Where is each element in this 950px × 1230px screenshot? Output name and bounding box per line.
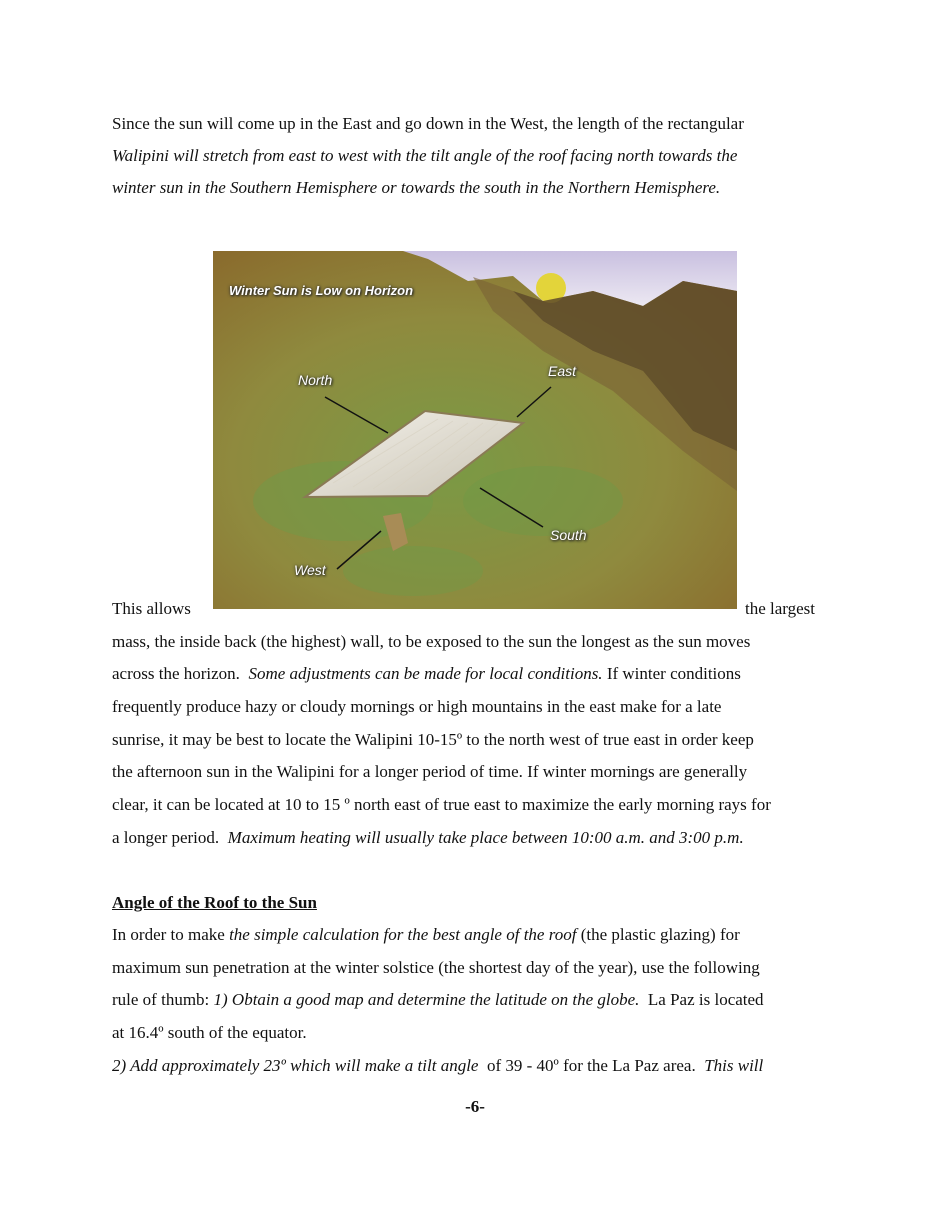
text-run: of 39 - 40º for the La Paz area. bbox=[486, 1056, 696, 1075]
text-line bbox=[112, 178, 720, 198]
text-line: This allows bbox=[112, 599, 191, 618]
text-run: La Paz is located bbox=[647, 990, 764, 1009]
text-line: Since the sun will come up in the East and go down in the West, the length of the rectangular bbox=[112, 114, 744, 133]
text-line: mass, the inside back (the highest) wall, to be exposed to the sun the longest as the sun moves bbox=[112, 632, 751, 651]
text-italic: the simple calculation for the best angle of the roof bbox=[229, 925, 577, 944]
text-line: sunrise, it may be best to locate the Walipini 10-15º to the north west of true east in order keep bbox=[112, 730, 754, 749]
figure-title: Winter Sun is Low on Horizon bbox=[229, 283, 414, 298]
north-label: North bbox=[298, 372, 333, 388]
text-line: clear, it can be located at 10 to 15 º north east of true east to maximize the early morning rays for bbox=[112, 795, 771, 814]
text-line bbox=[112, 664, 741, 684]
text-italic: Maximum heating will usually take place between 10:00 a.m. and 3:00 p.m. bbox=[227, 828, 744, 847]
text-run: If winter conditions bbox=[606, 664, 741, 683]
figure-illustration bbox=[213, 251, 737, 609]
text-run: (the plastic glazing) for bbox=[580, 925, 740, 944]
section-heading: Angle of the Roof to the Sun bbox=[112, 893, 317, 912]
text-run: a longer period. bbox=[112, 828, 220, 847]
south-label: South bbox=[550, 527, 587, 543]
text-italic: 2) Add approximately 23º which will make a tilt angle bbox=[112, 1056, 479, 1075]
text-line bbox=[112, 828, 744, 848]
east-label: East bbox=[548, 363, 577, 379]
walipini-orientation-figure bbox=[213, 251, 737, 609]
text-run: rule of thumb: bbox=[112, 990, 210, 1009]
page-number: -6- bbox=[465, 1097, 485, 1116]
text-italic: winter sun in the Southern Hemisphere or towards the south in the Northern Hemisphere. bbox=[112, 178, 721, 197]
text-run: across the horizon. bbox=[112, 664, 240, 683]
text-line: the afternoon sun in the Walipini for a longer period of time. If winter mornings are generally bbox=[112, 762, 748, 781]
text-italic: Some adjustments can be made for local conditions. bbox=[248, 664, 603, 683]
text-line: maximum sun penetration at the winter solstice (the shortest day of the year), use the following bbox=[112, 958, 760, 977]
text-italic: Walipini will stretch from east to west with the tilt angle of the roof facing north towards the bbox=[112, 146, 738, 165]
text-line bbox=[112, 990, 764, 1010]
text-run: In order to make bbox=[112, 925, 225, 944]
text-italic: 1) Obtain a good map and determine the latitude on the globe. bbox=[213, 990, 640, 1009]
text-italic: This will bbox=[704, 1056, 764, 1075]
west-label: West bbox=[294, 562, 326, 578]
text-line bbox=[112, 1056, 763, 1076]
text-line: the largest bbox=[745, 599, 816, 618]
text-line bbox=[112, 146, 737, 166]
text-line bbox=[112, 925, 740, 945]
text-line: frequently produce hazy or cloudy mornings or high mountains in the east make for a late bbox=[112, 697, 722, 716]
text-line: at 16.4º south of the equator. bbox=[112, 1023, 307, 1042]
